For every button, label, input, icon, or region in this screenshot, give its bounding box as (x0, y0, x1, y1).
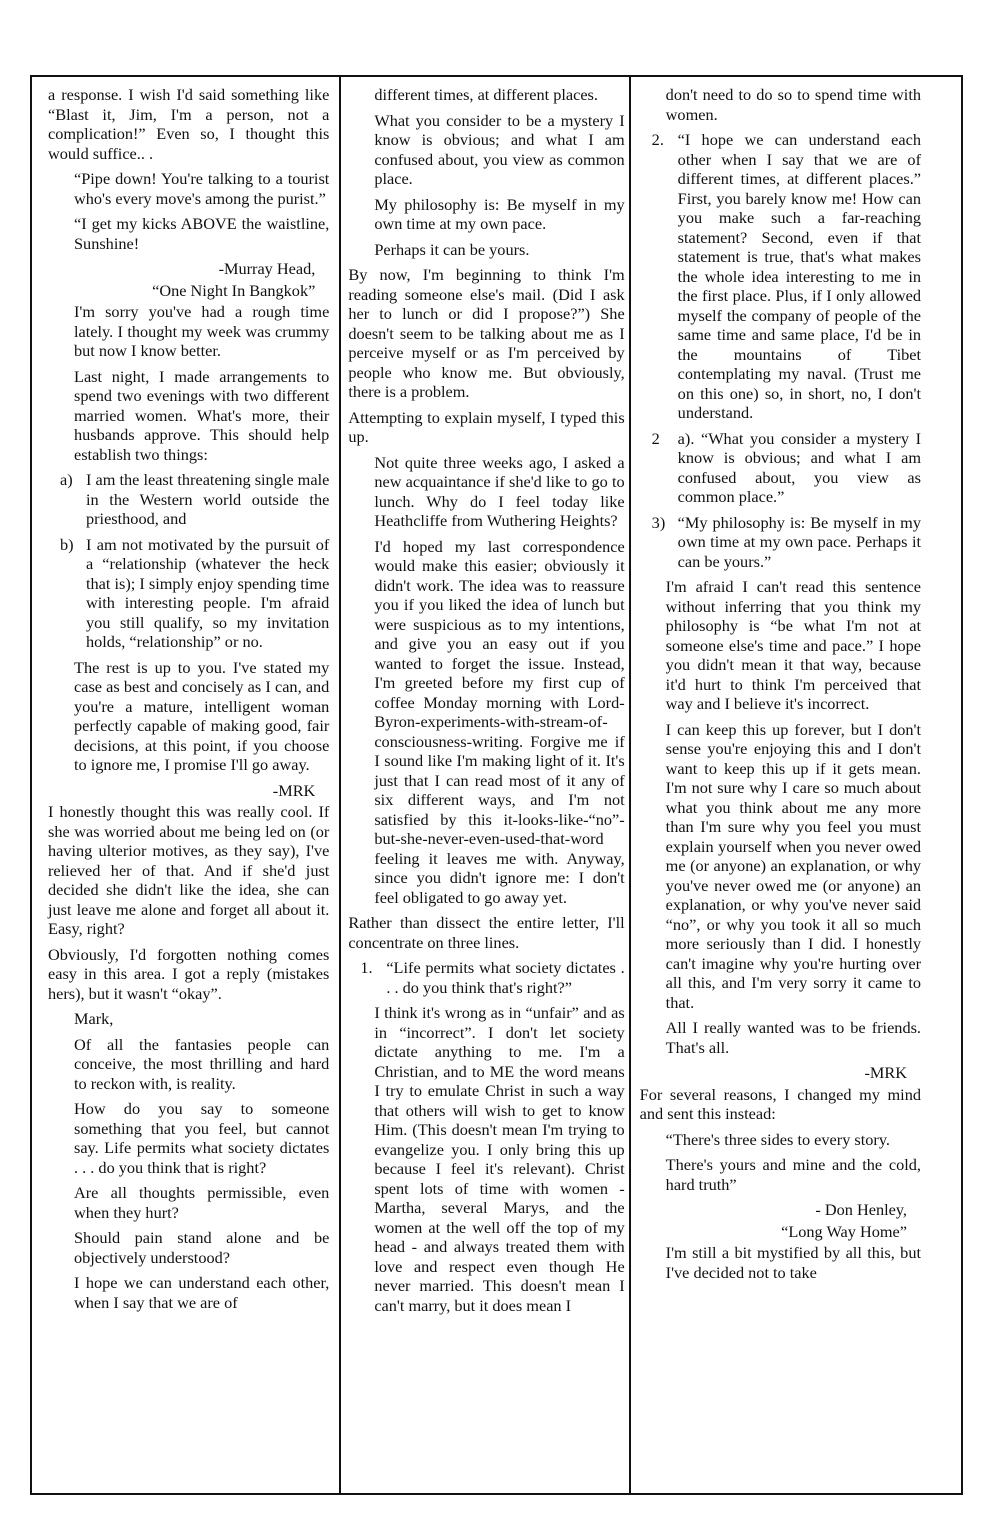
paragraph: Rather than dissect the entire letter, I'll concentrate on three lines. (348, 913, 625, 952)
list-item (652, 130, 921, 423)
paragraph: For several reasons, I changed my mind and sent this instead: (639, 1084, 921, 1123)
quoted-paragraph: Perhaps it can be yours. (374, 239, 530, 259)
list-item-text: “My philosophy is: Be myself in my own time at my own pace. Perhaps it can be yours.” (677, 512, 921, 571)
list-item (360, 958, 624, 997)
quoted-paragraph: “There's three sides to every story. (665, 1129, 890, 1149)
quoted-paragraph: My philosophy is: Be myself in my own time at my own pace. (374, 194, 625, 233)
paragraph: By now, I'm beginning to think I'm reading someone else's mail. (Did I ask her to lunch or did I propose?”) She doesn't seem to be talking about me as I perceive myself or as I'm perceived by people who know me. But obviously, there is a problem. (348, 265, 625, 401)
quoted-paragraph: different times, at different places. (374, 85, 598, 104)
quoted-paragraph: How do you say to someone something that you feel, but cannot say. Life permits what society dictates . . . do you think that is right? (74, 1099, 330, 1177)
list-item (652, 429, 921, 507)
paragraph: Attempting to explain myself, I typed this up. (348, 407, 625, 446)
quoted-paragraph: “Pipe down! You're talking to a tourist who's every move's among the purist.” (74, 169, 330, 208)
quoted-paragraph: Mark, (74, 1009, 114, 1028)
signature-line: - Don Henley, (815, 1200, 907, 1219)
list-marker: 1. (360, 958, 373, 977)
list-item-text: “I hope we can understand each other when I say that we are of different times, at different places.” First, you barely know me! How can you make such a far-reaching statement? Second, even if that statement is true, that's what makes the whole idea interesting to me in the first place. Plus, if I only allowed myself the company of people of the same time and same place, I'd be in the mountains of Tibet contemplating my naval. (Trust me on this one) so, in short, no, I don't understand. (677, 130, 921, 422)
paragraph: Obviously, I'd forgotten nothing comes easy in this area. I got a reply (mistakes hers), but it wasn't “okay”. (48, 944, 330, 1003)
signature-line: -MRK (272, 780, 316, 800)
list-marker: 2 (651, 428, 660, 448)
quoted-paragraph: I think it's wrong as in “unfair” and as in “incorrect”. I don't let society dictate anything to me. I'm a Christian, and to ME the word means I try to emulate Christ in such a way that others will wish to get to know Him. (This doesn't mean I'm trying to evangelize you. I only bring this up because I feel it's relevant). Christ spent lots of time with women - Martha, several Marys, and the women at the well off the top of my head - and always treated them with love and respect even though He never married. This doesn't mean I can't marry, but it does mean I (374, 1003, 625, 1315)
list-marker: b) (60, 534, 74, 554)
signature-line: “One Night In Bangkok” (152, 280, 316, 300)
quoted-paragraph: All I really wanted was to be friends. That's all. (665, 1018, 921, 1057)
list-marker: 3) (651, 512, 666, 532)
quoted-paragraph: Should pain stand alone and be objectively understood? (74, 1228, 330, 1267)
paragraph: I honestly thought this was really cool. If she was worried about me being led on (or having ulterior motives, as they say), I've relieved her of that. And if she'd just decided she didn't like the idea, she can just leave me alone and forget all about it. Easy, right? (48, 802, 330, 938)
list-item-text: I am not motivated by the pursuit of a “relationship (whatever the heck that is); I simply enjoy spending time with interesting people. I'm afraid you still qualify, so my invitation holds, “relationship” or no. (86, 534, 330, 651)
page-frame (30, 75, 963, 1495)
quoted-paragraph: I'm afraid I can't read this sentence without inferring that you think my philosophy is “be what I'm not at someone else's time and pace.” I hope you didn't mean it that way, because it'd hurt to think I'm perceived that way and I believe it's incorrect. (665, 577, 921, 713)
signature-line: -Murray Head, (218, 259, 316, 278)
quoted-paragraph: What you consider to be a mystery I know is obvious; and what I am confused about, you view as common place. (374, 110, 625, 188)
list-item-text: “Life permits what society dictates . . . do you think that's right?” (386, 958, 625, 997)
paragraph: a response. I wish I'd said something like “Blast it, Jim, I'm a person, not a complication!” Even so, I thought this would suffice.. . (48, 85, 330, 163)
quoted-paragraph: The rest is up to you. I've stated my case as best and concisely as I can, and you're a mature, intelligent woman perfectly capable of making good, fair decisions, at this point, if you choose to ignore me, I promise I'll go away. (74, 657, 330, 774)
list-item (60, 470, 329, 529)
list-item-text: a). “What you consider a mystery I know is obvious; and what I am confused about, you view as common place.” (677, 428, 921, 506)
quoted-paragraph: I hope we can understand each other, when I say that we are of (74, 1273, 330, 1312)
signature-line: “Long Way Home” (781, 1221, 907, 1241)
list-marker: 2. (651, 130, 664, 149)
list-item (652, 513, 921, 572)
quoted-paragraph: “I get my kicks ABOVE the waistline, Sunshine! (74, 214, 330, 253)
quoted-paragraph: Last night, I made arrangements to spend two evenings with two different married women. What's more, their husbands approve. This should help establish two things: (74, 366, 330, 464)
quoted-paragraph: I'd hoped my last correspondence would make this easier; obviously it didn't work. The idea was to reassure you if you liked the idea of lunch but were suspicious as to my intentions, and give you an easy out if you wanted to forget the issue. Instead, I'm greeted before my first cup of coffee Monday morning with Lord-Byron-experiments-with-stream-of-consciousness-writing. Forgive me if I sound like I'm making light of it. It's just that I can read most of it any of six different ways, and I'm not satisfied by this it-looks-like-“no”-but-she-never-even-used-that-word feeling it leaves me with. Anyway, since you didn't ignore me: I don't feel obligated to go away yet. (374, 536, 625, 907)
quoted-paragraph: I'm still a bit mystified by all this, but I've decided not to take (665, 1243, 921, 1282)
list-item-text: I am the least threatening single male in the Western world outside the priesthood, and (86, 470, 330, 528)
quoted-paragraph: Not quite three weeks ago, I asked a new acquaintance if she'd like to go to lunch. Why do I feel today like Heathcliffe from Wuthering Heights? (374, 452, 625, 530)
quoted-paragraph: Of all the fantasies people can conceive, the most thrilling and hard to reckon with, is reality. (74, 1034, 330, 1093)
column-3 (631, 77, 961, 1493)
quoted-paragraph: Are all thoughts permissible, even when they hurt? (74, 1183, 330, 1222)
quoted-paragraph: There's yours and mine and the cold, hard truth” (665, 1155, 921, 1194)
quoted-paragraph: I can keep this up forever, but I don't sense you're enjoying this and I don't want to keep this up if it gets mean. I'm not sure why I care so much about what you think about me any more than I'm sure why you feel you must explain yourself when you never owed me (or anyone) an explanation, or why you've never owed me (or anyone) an explanation, or why you've never said “no”, or why you took it all so much more seriously than I did. I honestly can't imagine why you're hurting over all this, and I'm very sorry it came to that. (665, 719, 921, 1012)
list-item (60, 535, 329, 652)
signature-line: -MRK (864, 1063, 907, 1082)
column-2 (341, 77, 630, 1493)
column-1 (32, 77, 341, 1493)
quoted-paragraph: I'm sorry you've had a rough time lately. I thought my week was crummy but now I know better. (74, 302, 330, 360)
list-marker: a) (60, 470, 73, 489)
quoted-paragraph: don't need to do so to spend time with women. (665, 85, 921, 124)
